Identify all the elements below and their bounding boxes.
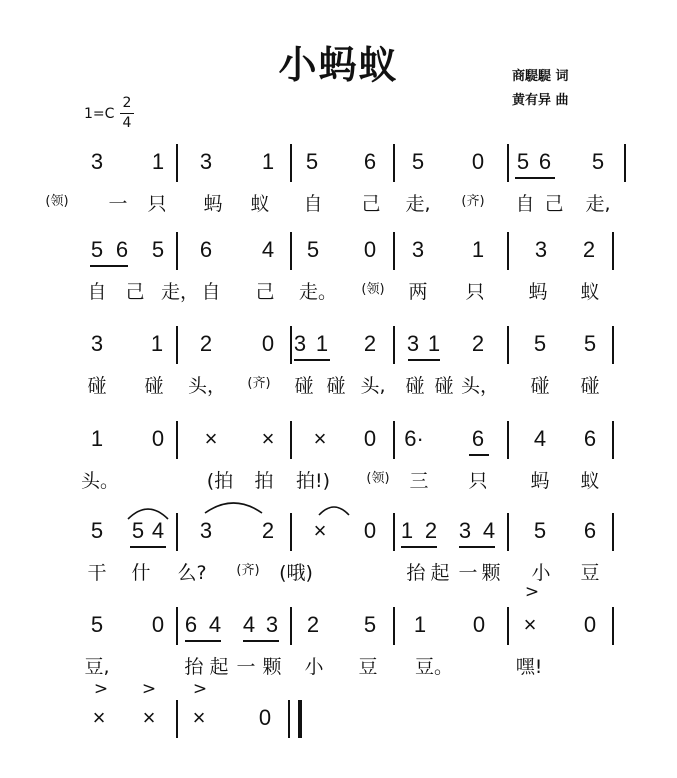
note: 5 [151,237,165,262]
lyric: 蚂 [528,281,548,303]
note: 0 [363,237,377,262]
lyric: 蚁 [580,470,600,492]
lyric: 蚁 [250,193,270,215]
lyric: 走， [160,281,200,303]
lyric: 起 [430,562,450,584]
barline [176,326,178,364]
lyric: 碰 [294,375,314,397]
barline [393,607,395,645]
eighth-note-underline [469,454,489,456]
lyric: 颗 [481,562,501,584]
lyric: 小 [531,562,551,584]
note: 1 [413,612,427,637]
note: 0 [258,705,272,730]
note: 6 [363,149,377,174]
barline [393,421,395,459]
lyric: 颗 [262,656,282,678]
lyric: 抬 [406,562,426,584]
note: 5 [131,518,145,543]
note: 6 [115,237,129,262]
lyric: 碰 [87,375,107,397]
lyric: 抬 [184,656,204,678]
eighth-note-underline [130,546,166,548]
lyric: 自 [87,281,107,303]
note: 5 [90,518,104,543]
note: 5 [591,149,605,174]
note: 5 [533,331,547,356]
lyric: 头, [360,375,386,397]
barline [290,513,292,551]
lyric: 干 [87,562,107,584]
barline [507,232,509,270]
barline [507,144,509,182]
note: 2 [363,331,377,356]
note: 0 [261,331,275,356]
lyric: 头， [460,375,500,397]
lyric: 走, [405,193,431,215]
lyric: 头。 [80,470,120,492]
barline [624,144,626,182]
note: × [142,705,156,730]
lyric: 三 [409,470,429,492]
eighth-note-underline [459,546,495,548]
note: 1 [471,237,485,262]
accent-mark: > [192,679,208,699]
key-signature: 1=C [84,106,115,122]
note: 1 [150,331,164,356]
note: 5 [305,149,319,174]
note: 5 [306,237,320,262]
note: × [92,705,106,730]
lyric: 碰 [580,375,600,397]
barline [507,326,509,364]
lyric: 蚁 [580,281,600,303]
lyric: 豆 [358,656,378,678]
time-signature-line [120,113,134,114]
note: 3 [534,237,548,262]
note: 1 [151,149,165,174]
barline [176,513,178,551]
note: 5 [90,237,104,262]
time-signature-denominator: 4 [122,115,132,131]
note: 2 [582,237,596,262]
lyric: 豆, [84,656,110,678]
note: 5 [90,612,104,637]
accent-mark: > [93,679,109,699]
lyric: 嘿! [515,656,543,678]
note: 4 [261,237,275,262]
eighth-note-underline [401,546,437,548]
note: 6· [404,426,424,451]
final-barline [298,700,302,738]
lyric: 豆 [580,562,600,584]
note: 1 [261,149,275,174]
barline [290,232,292,270]
lyric: 碰 [326,375,346,397]
note: 4 [208,612,222,637]
note: × [313,518,327,543]
note: 2 [306,612,320,637]
lyric: (哦) [279,562,313,584]
eighth-note-underline [408,359,440,361]
lyric: 一 [458,562,478,584]
note: 4 [533,426,547,451]
note: 5 [411,149,425,174]
note: 0 [471,149,485,174]
barline [507,607,509,645]
note: 1 [427,331,441,356]
note: 1 [400,518,414,543]
lyric: 蚂 [203,193,223,215]
barline [290,421,292,459]
note: 3 [265,612,279,637]
barline [393,232,395,270]
lyric: 自 [201,281,221,303]
barline [176,607,178,645]
note: 2 [199,331,213,356]
barline [176,144,178,182]
lyric: 己 [125,281,145,303]
tie [205,503,262,517]
lyric: 蚂 [530,470,550,492]
note: 0 [363,518,377,543]
lyric: 自 [515,193,535,215]
lyric: 一 [108,193,128,215]
eighth-note-underline [90,265,128,267]
note: 5 [363,612,377,637]
note: × [523,612,537,637]
note: 3 [90,149,104,174]
note: 3 [199,518,213,543]
barline [612,421,614,459]
note: × [204,426,218,451]
lyricist-credit: 商騠騠 词 [512,69,569,84]
note: 1 [315,331,329,356]
lyric: 豆。 [414,656,454,678]
accent-mark: > [524,582,540,602]
lyric: 己 [544,193,564,215]
lyric: 什 [131,562,151,584]
lyric: (领) [366,471,390,486]
note: 5 [533,518,547,543]
barline [612,607,614,645]
barline [393,326,395,364]
note: 2 [471,331,485,356]
lyric: (领) [45,194,69,209]
barline [176,232,178,270]
lyric: 小 [304,656,324,678]
song-title: 小蚂蚁 [278,43,399,87]
note: 3 [90,331,104,356]
lyric: (拍 [206,470,234,492]
lyric: (齐) [461,194,485,209]
note: 1 [90,426,104,451]
eighth-note-underline [185,640,221,642]
lyric: (齐) [247,376,271,391]
note: 0 [472,612,486,637]
note: 4 [482,518,496,543]
note: 0 [583,612,597,637]
barline [393,513,395,551]
lyric: 拍!) [295,470,331,492]
note: × [261,426,275,451]
lyric: 只 [465,281,485,303]
barline [612,326,614,364]
lyric: 起 [209,656,229,678]
note: × [313,426,327,451]
barline [288,700,290,738]
note: 0 [151,612,165,637]
note: 6 [583,518,597,543]
note: 4 [151,518,165,543]
lyric: 碰 [530,375,550,397]
note: 3 [293,331,307,356]
lyric: 头， [187,375,227,397]
note: × [192,705,206,730]
lyric: (领) [361,282,385,297]
note: 4 [242,612,256,637]
note: 3 [406,331,420,356]
lyric: (齐) [236,563,260,578]
note: 0 [363,426,377,451]
eighth-note-underline [294,359,330,361]
note: 6 [471,426,485,451]
breath-arc [319,507,349,519]
lyric: 碰 [434,375,454,397]
note: 5 [583,331,597,356]
lyric: 拍 [254,470,274,492]
lyric: 走。 [298,281,338,303]
barline [507,421,509,459]
time-signature-numerator: 2 [122,95,132,111]
lyric: 两 [408,281,428,303]
barline [176,700,178,738]
lyric: 只 [147,193,167,215]
lyric: 己 [361,193,381,215]
barline [176,421,178,459]
barline [612,513,614,551]
note: 2 [424,518,438,543]
note: 0 [151,426,165,451]
lyric: 么? [177,562,207,584]
lyric: 一 [236,656,256,678]
note: 3 [458,518,472,543]
note: 3 [411,237,425,262]
lyric: 走, [585,193,611,215]
barline [290,326,292,364]
barline [290,607,292,645]
eighth-note-underline [243,640,279,642]
note: 5 [516,149,530,174]
lyric: 只 [468,470,488,492]
lyric: 己 [255,281,275,303]
barline [290,144,292,182]
composer-credit: 黄有异 曲 [512,93,569,108]
lyric: 碰 [144,375,164,397]
lyric: 碰 [405,375,425,397]
accent-mark: > [141,679,157,699]
note: 6 [538,149,552,174]
note: 2 [261,518,275,543]
eighth-note-underline [515,177,555,179]
barline [507,513,509,551]
barline [612,232,614,270]
barline [393,144,395,182]
note: 6 [184,612,198,637]
slur [128,509,168,523]
note: 6 [199,237,213,262]
note: 3 [199,149,213,174]
lyric: 自 [303,193,323,215]
note: 6 [583,426,597,451]
